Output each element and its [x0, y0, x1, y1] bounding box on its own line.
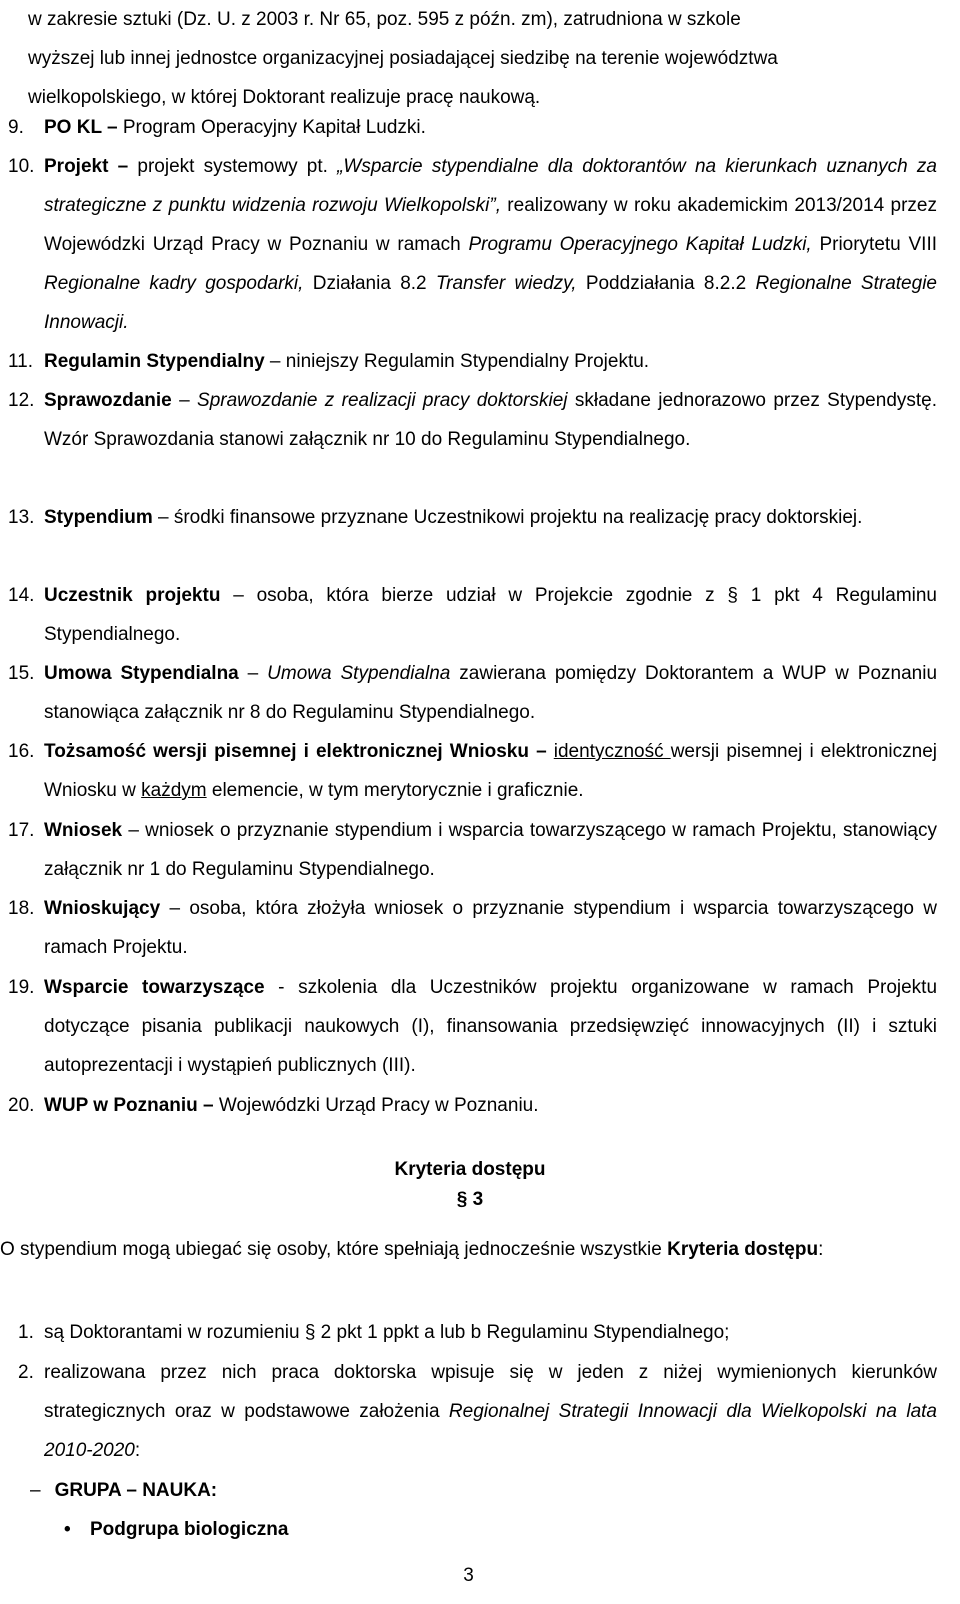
definition-item: [0, 147, 940, 342]
definition-item: [0, 968, 940, 1085]
item-number: 19.: [8, 977, 35, 998]
dash: –: [528, 741, 554, 762]
definition-text: niniejszy Regulamin Stypendialny Projektu.: [285, 351, 650, 372]
definition-text: Poddziałania 8.2.2: [576, 273, 756, 294]
item-number: 13.: [8, 507, 35, 528]
item-number: 14.: [8, 585, 35, 606]
definition-text: projekt systemowy pt.: [137, 156, 338, 177]
intro-line: wielkopolskiego, w której Doktorant realizuje pracę naukową.: [28, 87, 541, 108]
item-number: 11.: [8, 351, 34, 372]
definition-item: [0, 381, 940, 459]
item-number: 16.: [8, 741, 35, 762]
criteria-italic: Regionalnej Strategii Innowacji dla Wielkopolski na lata 2010-2020: [44, 1401, 937, 1461]
dash: –: [108, 156, 138, 177]
item-number: 2.: [18, 1362, 34, 1383]
program-name: Programu Operacyjnego Kapitał Ludzki,: [468, 234, 812, 255]
dash: –: [171, 390, 198, 411]
term: Wnioskujący: [44, 898, 161, 919]
criteria-text: realizowana przez nich praca doktorska wpisuje się w jeden z niżej wymienionych kierunków strategicznych oraz w podstawowe założenia: [44, 1362, 937, 1422]
term: WUP w Poznaniu: [44, 1095, 198, 1116]
definition-item: [0, 654, 940, 732]
criteria-intro-end: :: [818, 1239, 824, 1260]
definition-text: wniosek o przyznanie stypendium i wsparcia towarzyszącego w ramach Projektu, stanowiący załącznik nr 1 do Regulaminu Stypendialnego.: [44, 820, 937, 880]
definition-text: wersji pisemnej i elektronicznej Wniosku w: [44, 741, 937, 801]
section-symbol: § 3: [456, 1189, 484, 1210]
definition-item: [0, 811, 940, 889]
underlined-text: każdym: [141, 780, 207, 801]
group-dash: –: [30, 1480, 41, 1501]
dash: –: [152, 507, 174, 528]
definition-text: Wojewódzki Urząd Pracy w Poznaniu.: [218, 1095, 539, 1116]
definition-text: składane jednorazowo przez Stypendystę. Wzór Sprawozdania stanowi załącznik nr 10 do Regulaminu Stypendialnego.: [44, 390, 938, 450]
underlined-text: identyczność: [553, 741, 671, 762]
definition-text: szkolenia dla Uczestników projektu organizowane w ramach Projektu dotyczące pisania publikacji naukowych (I), finansowania przedsięwzięć innowacyjnych (II) i sztuki autoprezentacji i wystąpień publicznych (III).: [44, 977, 938, 1076]
definition-item: [0, 342, 940, 381]
intro-line: wyższej lub innej jednostce organizacyjnej posiadającej siedzibę na terenie województwa: [28, 48, 778, 69]
criteria-end: :: [134, 1440, 141, 1461]
intro-paragraph: [28, 0, 938, 117]
intro-line: w zakresie sztuki (Dz. U. z 2003 r. Nr 65, poz. 595 z późn. zm), zatrudniona w szkole: [28, 9, 741, 30]
definition-italic: Umowa Stypendialna: [267, 663, 451, 684]
section-title: Kryteria dostępu: [394, 1159, 546, 1180]
term: Tożsamość wersji pisemnej i elektronicznej Wniosku: [44, 741, 529, 762]
definition-item: [0, 732, 940, 810]
subaction-name: Regionalne Strategie Innowacji.: [44, 273, 937, 333]
definition-text: osoba, która złożyła wniosek o przyznanie stypendium i wsparcia towarzyszącego w ramach Projektu.: [44, 898, 938, 958]
group-heading: [30, 1476, 217, 1506]
subgroup-item: • Podgrupa biologiczna: [90, 1515, 288, 1545]
term: Stypendium: [44, 507, 153, 528]
item-number: 15.: [8, 663, 35, 684]
definition-text: Działania 8.2: [303, 273, 436, 294]
definition-item: [0, 1086, 940, 1125]
definition-item: [0, 889, 940, 967]
criteria-item: [0, 1313, 940, 1352]
definition-text: Program Operacyjny Kapitał Ludzki.: [122, 117, 426, 138]
dash: –: [197, 1095, 219, 1116]
term: Uczestnik projektu: [44, 585, 221, 606]
term: Umowa Stypendialna: [44, 663, 239, 684]
definition-item: [0, 108, 940, 147]
definition-text: zawierana pomiędzy Doktorantem a WUP w Poznaniu stanowiąca załącznik nr 8 do Regulaminu Stypendialnego.: [44, 663, 938, 723]
criteria-item: [0, 1353, 940, 1470]
dash: -: [264, 977, 299, 998]
group-label: GRUPA – NAUKA:: [54, 1480, 218, 1501]
item-number: 1.: [18, 1322, 34, 1343]
item-number: 12.: [8, 390, 35, 411]
definition-italic: Sprawozdanie z realizacji pracy doktorskiej: [197, 390, 568, 411]
term: Wniosek: [44, 820, 123, 841]
dash: –: [160, 898, 190, 919]
item-number: 17.: [8, 820, 35, 841]
dash: –: [122, 820, 146, 841]
priority-name: Regionalne kadry gospodarki,: [44, 273, 304, 294]
term: Wsparcie towarzyszące: [44, 977, 265, 998]
action-name: Transfer wiedzy,: [435, 273, 577, 294]
item-number: 20.: [8, 1095, 35, 1116]
criteria-intro-text: O stypendium mogą ubiegać się osoby, które spełniają jednocześnie wszystkie: [0, 1239, 668, 1260]
definition-item: [0, 498, 940, 537]
project-title: „Wsparcie stypendialne dla doktorantów na kierunkach uznanych za strategiczne z punktu widzenia rozwoju Wielkopolski”,: [44, 156, 937, 216]
criteria-intro-bold: Kryteria dostępu: [667, 1239, 819, 1260]
definition-text: osoba, która bierze udział w Projekcie zgodnie z § 1 pkt 4 Regulaminu Stypendialnego.: [44, 585, 937, 645]
dash: –: [101, 117, 123, 138]
definition-text: Priorytetu VIII: [811, 234, 937, 255]
page-number: 3: [463, 1565, 474, 1586]
dash: –: [238, 663, 268, 684]
criteria-text: są Doktorantami w rozumieniu § 2 pkt 1 ppkt a lub b Regulaminu Stypendialnego;: [44, 1322, 730, 1343]
term: Regulamin Stypendialny: [44, 351, 265, 372]
term: PO KL: [44, 117, 102, 138]
definition-text: elemencie, w tym merytorycznie i graficznie.: [206, 780, 584, 801]
item-number: 9.: [8, 117, 24, 138]
term: Projekt: [44, 156, 109, 177]
term: Sprawozdanie: [44, 390, 172, 411]
item-number: 10.: [8, 156, 35, 177]
item-number: 18.: [8, 898, 35, 919]
definition-text: środki finansowe przyznane Uczestnikowi projektu na realizację pracy doktorskiej.: [173, 507, 863, 528]
definition-text: realizowany w roku akademickim 2013/2014 przez Wojewódzki Urząd Pracy w Poznaniu w ramach: [44, 195, 937, 255]
dash: –: [220, 585, 257, 606]
dash: –: [264, 351, 286, 372]
definition-item: [0, 576, 940, 654]
criteria-intro: [0, 1230, 937, 1269]
